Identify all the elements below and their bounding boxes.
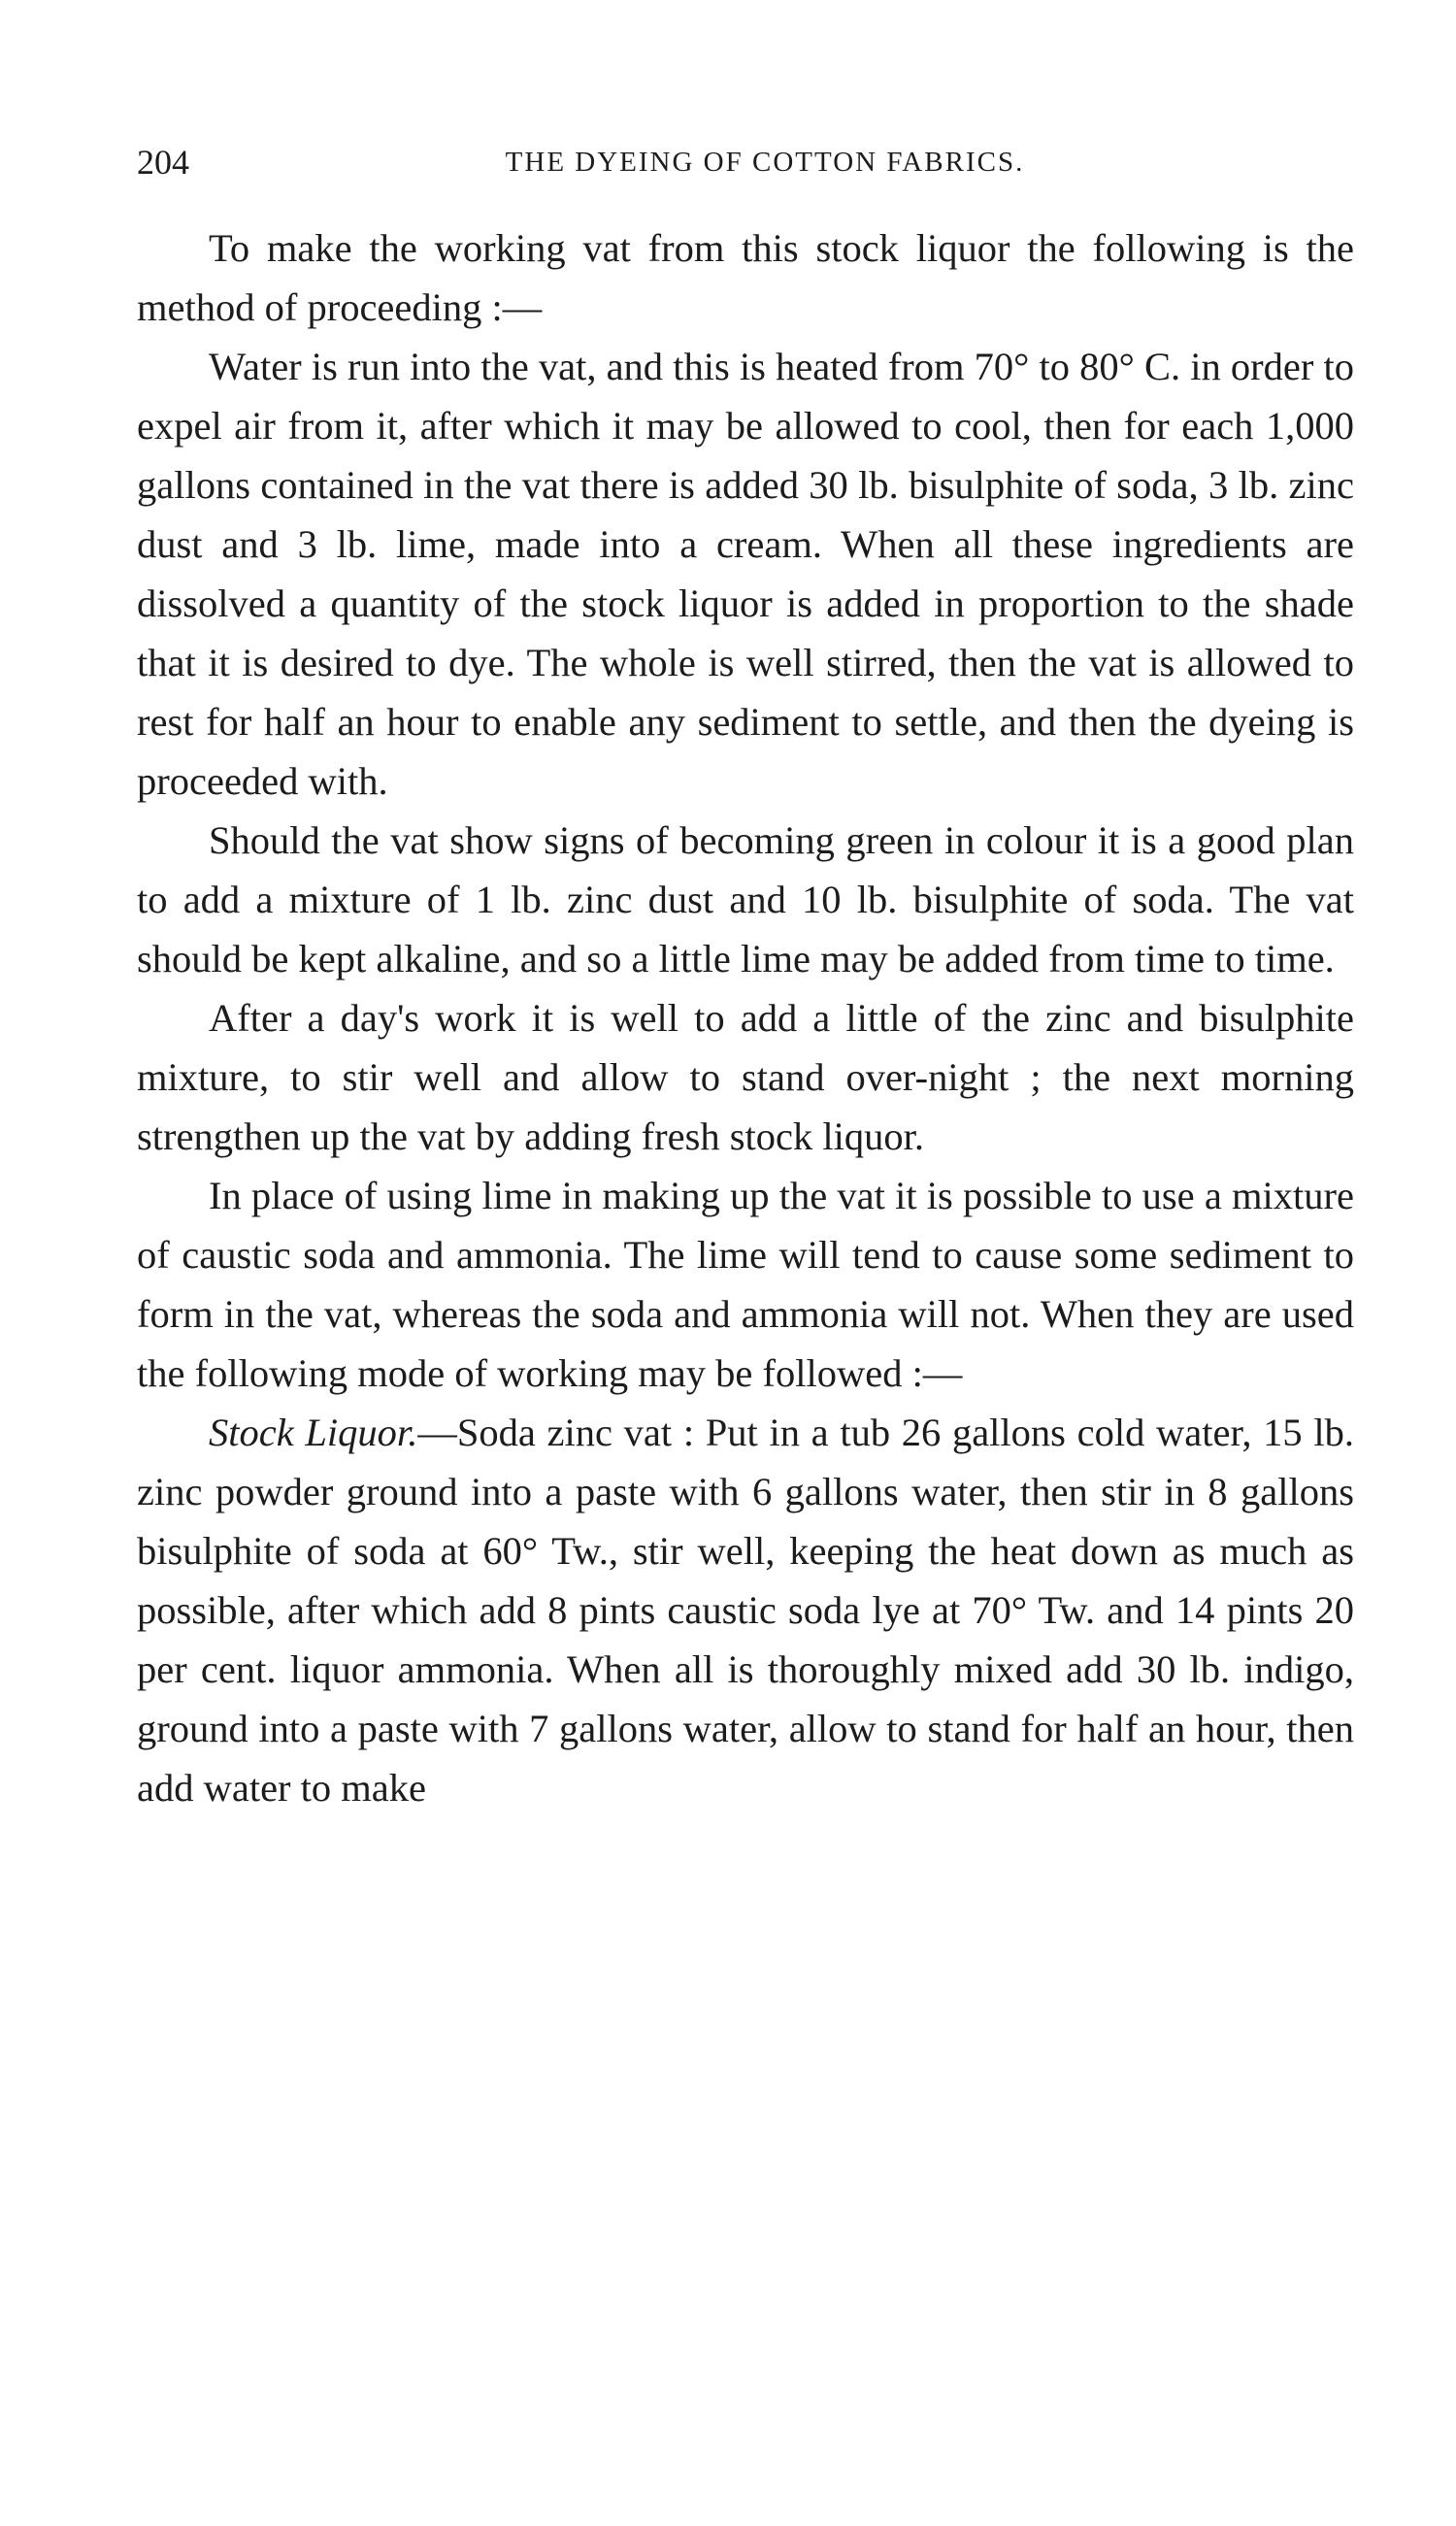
body-text (137, 218, 1354, 1817)
paragraph-days-work: After a day's work it is well to add a little of the zinc and bisulphite mixture, to stir well and allow to stand over-night ; the next morning strengthen up the vat by adding fresh stock liquor. (137, 996, 1354, 1158)
paragraph-working-vat-intro: To make the working vat from this stock liquor the following is the method of proceeding :— (137, 226, 1354, 329)
page-number: 204 (137, 143, 189, 182)
paragraph-water-heating: Water is run into the vat, and this is heated from 70° to 80° C. in order to expel air from it, after which it may be allowed to cool, then for each 1,000 gallons contained in the vat there is added 30 lb. bisulphite of soda, 3 lb. zinc dust and 3 lb. lime, made into a cream. When all these ingredients are dissolved a quantity of the stock liquor is added in proportion to the shade that it is desired to dye. The whole is well stirred, then the vat is allowed to rest for half an hour to enable any sediment to settle, and then the dyeing is proceeded with. (137, 345, 1354, 803)
paragraph-green-colour: Should the vat show signs of becoming green in colour it is a good plan to add a mixture of 1 lb. zinc dust and 10 lb. bisulphite of soda. The vat should be kept alkaline, and so a little lime may be added from time to time. (137, 818, 1354, 980)
paragraph-lime-alternative: In place of using lime in making up the vat it is possible to use a mixture of caustic soda and ammonia. The lime will tend to cause some sediment to form in the vat, whereas the soda and ammonia will not. When they are used the following mode of working may be followed :— (137, 1174, 1354, 1395)
running-title: THE DYEING OF COTTON FABRICS. (505, 147, 1025, 178)
stock-liquor-text: —Soda zinc vat : Put in a tub 26 gallons cold water, 15 lb. zinc powder ground into a paste with 6 gallons water, then stir in 8 gallons bisulphite of soda at 60° Tw., stir well, keeping the heat down as much as possible, after which add 8 pints caustic soda lye at 70° Tw. and 14 pints 20 per cent. liquor ammonia. When all is thoroughly mixed add 30 lb. indigo, ground into a paste with 7 gallons water, allow to stand for half an hour, then add water to make (137, 1411, 1354, 1810)
stock-liquor-heading: Stock Liquor. (209, 1411, 418, 1454)
page-header (137, 138, 1354, 186)
paragraph-stock-liquor (137, 1403, 1354, 1817)
